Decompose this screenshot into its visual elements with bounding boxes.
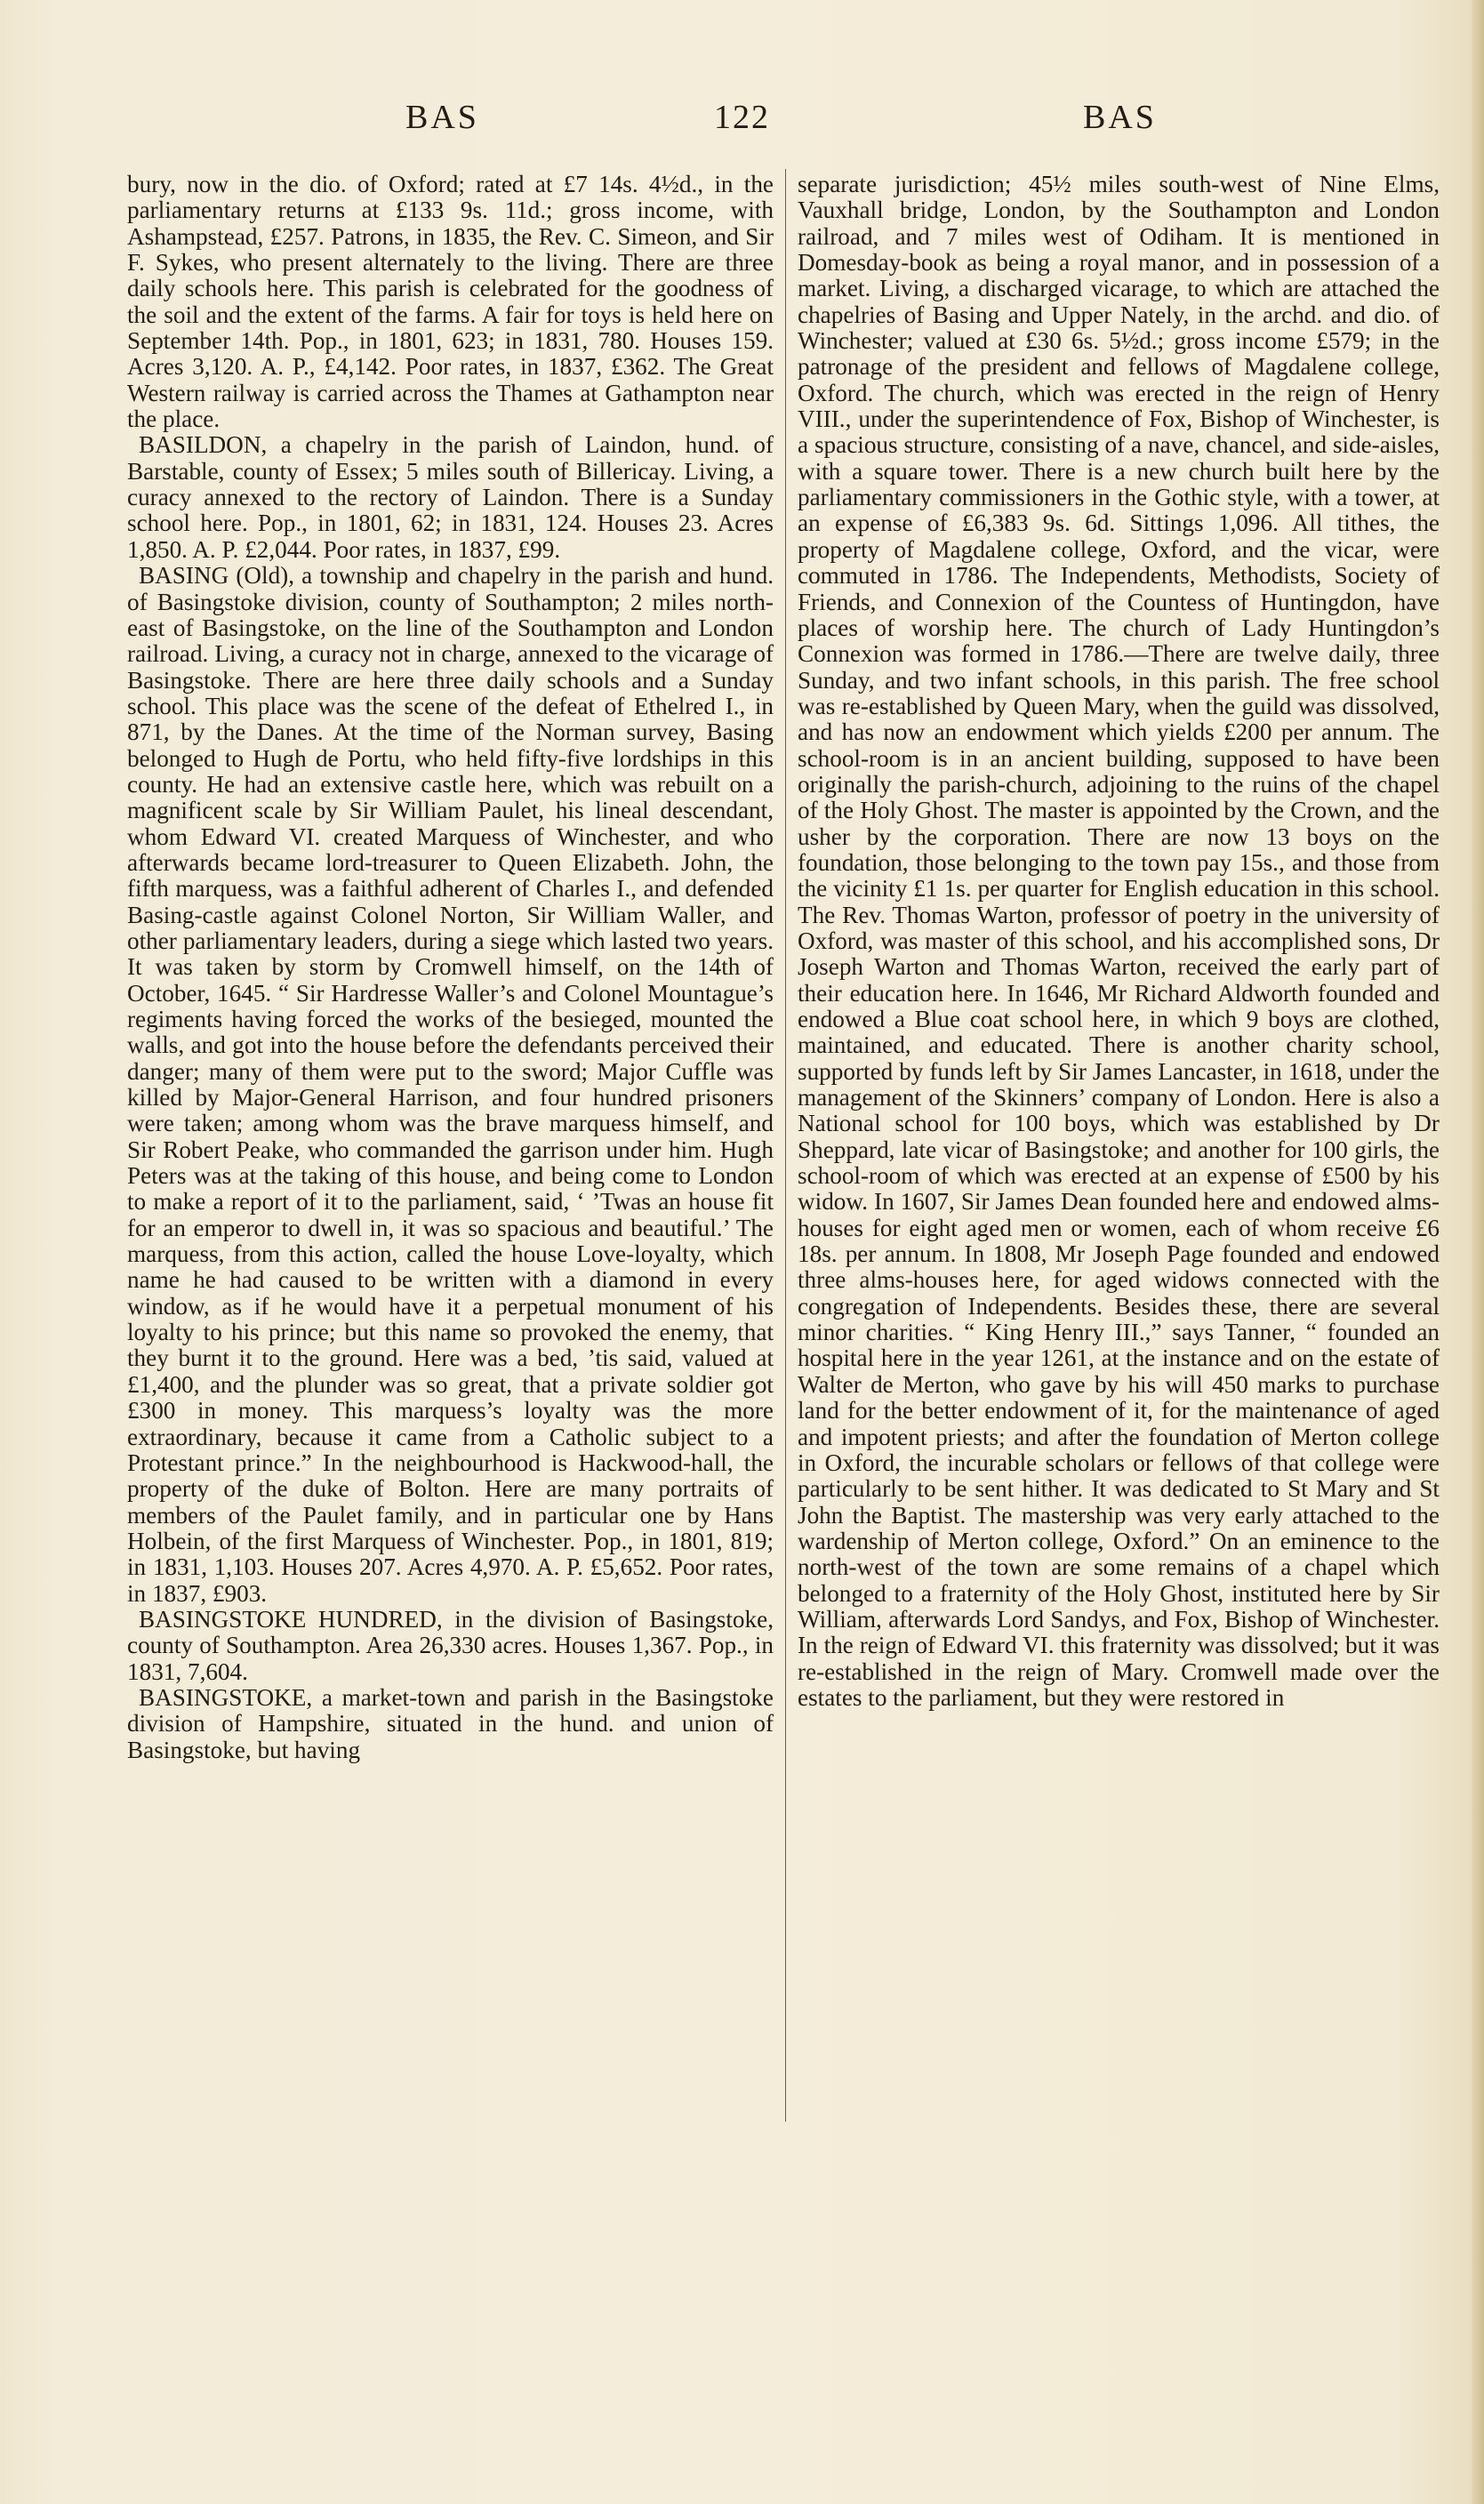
left-column	[127, 172, 774, 1763]
header-left-word: BAS	[405, 99, 479, 136]
page-number: 122	[714, 99, 770, 136]
entry-basingstoke: BASINGSTOKE, a market-town and parish in the Basingstoke division of Hampshire, situated in the hund. and union of Basingstoke, but having	[127, 1683, 774, 1763]
entry-basingstoke-hundred: BASINGSTOKE HUNDRED, in the division of Basingstoke, county of Southampton. Area 26,330 acres. Houses 1,367. Pop., in 1831, 7,604.	[127, 1605, 774, 1685]
page-edge	[1472, 0, 1484, 2504]
right-column	[798, 172, 1440, 1711]
paragraph-bury-continued: bury, now in the dio. of Oxford; rated at £7 14s. 4½d., in the parliamentary returns at £133 9s. 11d.; gross income, with Ashampstead, £257. Patrons, in 1835, the Rev. C. Simeon, and Sir F. Sykes, who present alternately to the living. There are three daily schools here. This parish is celebrated for the goodness of the soil and the extent of the farms. A fair for toys is held here on September 14th. Pop., in 1801, 623; in 1831, 780. Houses 159. Acres 3,120. A. P., £4,142. Poor rates, in 1837, £362. The Great Western railway is carried across the Thames at Gathampton near the place.	[127, 171, 774, 433]
paragraph-basingstoke-continued: separate jurisdiction; 45½ miles south-west of Nine Elms, Vauxhall bridge, London, by the Southampton and London railroad, and 7 miles west of Odiham. It is mentioned in Domesday-book as being a royal manor, and in possession of a market. Living, a discharged vicarage, to which are attached the chapelries of Basing and Upper Nately, in the archd. and dio. of Winchester; valued at £30 6s. 5½d.; gross income £579; in the patronage of the president and fellows of Magdalene college, Oxford. The church, which was erected in the reign of Henry VIII., under the superintendence of Fox, Bishop of Winchester, is a spacious structure, consisting of a nave, chancel, and side-aisles, with a square tower. There is a new church built here by the parliamentary commissioners in the Gothic style, with a tower, at an expense of £6,383 9s. 6d. Sittings 1,096. All tithes, the property of Magdalene college, Oxford, and the vicar, were commuted in 1786. The Independents, Methodists, Society of Friends, and Connexion of the Countess of Huntingdon, have places of worship here. The church of Lady Huntingdon’s Connexion was formed in 1786.—There are twelve daily, three Sunday, and two infant schools, in this parish. The free school was re-established by Queen Mary, when the guild was dissolved, and has now an endowment which yields £200 per annum. The school-room is in an ancient building, supposed to have been originally the parish-church, adjoining to the ruins of the chapel of the Holy Ghost. The master is appointed by the Crown, and the usher by the corporation. There are now 13 boys on the foundation, those belonging to the town pay 15s., and those from the vicinity £1 1s. per quarter for English education in this school. The Rev. Thomas Warton, professor of poetry in the university of Oxford, was master of this school, and his accomplished sons, Dr Joseph Warton and Thomas Warton, received the early part of their education here. In 1646, Mr Richard Aldworth founded and endowed a Blue coat school here, in which 9 boys are clothed, maintained, and educated. There is another charity school, supported by funds left by Sir James Lancaster, in 1618, under the management of the Skinners’ company of London. Here is also a National school for 100 boys, which was established by Dr Sheppard, late vicar of Basingstoke; and another for 100 girls, the school-room of which was erected at an expense of £500 by his widow. In 1607, Sir James Dean founded here and endowed alms-houses for eight aged men or women, each of whom receive £6 18s. per annum. In 1808, Mr Joseph Page founded and endowed three alms-houses here, for aged widows connected with the congregation of Independents. Besides these, there are several minor charities. “ King Henry III.,” says Tanner, “ founded an hospital here in the year 1261, at the instance and on the estate of Walter de Merton, who gave by his will 450 marks to purchase land for the better endowment of it, for the maintenance of aged and impotent priests; and after the foundation of Merton college in Oxford, the incurable scholars or fellows of that college were particularly to be sent hither. It was dedicated to St Mary and St John the Baptist. The mastership was very early attached to the wardenship of Merton college, Oxford.” On an eminence to the north-west of the town are some remains of a chapel which belonged to a fraternity of the Holy Ghost, instituted here by Sir William, afterwards Lord Sandys, and Fox, Bishop of Winchester. In the reign of Edward VI. this fraternity was dissolved; but it was re-established in the reign of Mary. Cromwell made over the estates to the parliament, but they were restored in	[798, 171, 1440, 1711]
header-right-word: BAS	[1083, 99, 1157, 136]
running-header	[0, 98, 1484, 151]
column-divider	[785, 169, 786, 2122]
entry-basing-old: BASING (Old), a township and chapelry in the parish and hund. of Basingstoke division, county of Southampton; 2 miles north-east of Basingstoke, on the line of the Southampton and London railroad. Living, a curacy not in charge, annexed to the vicarage of Basingstoke. There are here three daily schools and a Sunday school. This place was the scene of the defeat of Ethelred I., in 871, by the Danes. At the time of the Norman survey, Basing belonged to Hugh de Portu, who held fifty-five lordships in this county. He had an extensive castle here, which was rebuilt on a magnificent scale by Sir William Paulet, his lineal descendant, whom Edward VI. created Marquess of Winchester, and who afterwards became lord-treasurer to Queen Elizabeth. John, the fifth marquess, was a faithful adherent of Charles I., and defended Basing-castle against Colonel Norton, Sir William Waller, and other parliamentary leaders, during a siege which lasted two years. It was taken by storm by Cromwell himself, on the 14th of October, 1645. “ Sir Hardresse Waller’s and Colonel Mountague’s regiments having forced the works of the besieged, mounted the walls, and got into the house before the defendants perceived their danger; many of them were put to the sword; Major Cuffle was killed by Major-General Harrison, and four hundred prisoners were taken; among whom was the brave marquess himself, and Sir Robert Peake, who commanded the garrison under him. Hugh Peters was at the taking of this house, and being come to London to make a report of it to the parliament, said, ‘ ’Twas an house fit for an emperor to dwell in, it was so spacious and beautiful.’ The marquess, from this action, called the house Love-loyalty, which name he had caused to be written with a diamond in every window, as if he would have it a perpetual monument of his loyalty to his prince; but this name so provoked the enemy, that they burnt it to the ground. Here was a bed, ’tis said, valued at £1,400, and the plunder was so great, that a private soldier got £300 in money. This marquess’s loyalty was the more extraordinary, because it came from a Catholic subject to a Protestant prince.” In the neighbourhood is Hackwood-hall, the property of the duke of Bolton. Here are many portraits of members of the Paulet family, and in particular one by Hans Holbein, of the first Marquess of Winchester. Pop., in 1801, 819; in 1831, 1,103. Houses 207. Acres 4,970. A. P. £5,652. Poor rates, in 1837, £903.	[127, 562, 774, 1607]
entry-basildon: BASILDON, a chapelry in the parish of Laindon, hund. of Barstable, county of Essex; 5 miles south of Billericay. Living, a curacy annexed to the rectory of Laindon. There is a Sunday school here. Pop., in 1801, 62; in 1831, 124. Houses 23. Acres 1,850. A. P. £2,044. Poor rates, in 1837, £99.	[127, 431, 774, 563]
